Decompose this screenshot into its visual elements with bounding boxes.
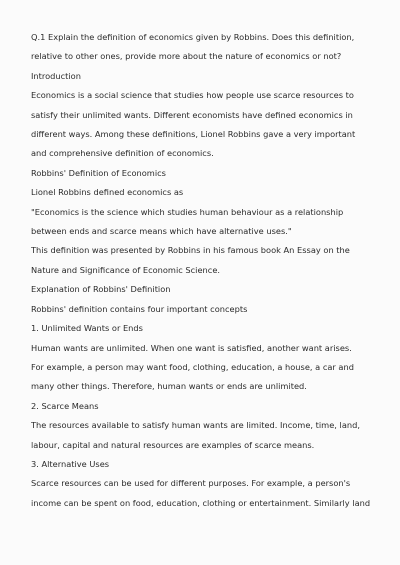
heading-scarce-means: 2. Scarce Means [31,400,99,411]
text-line: labour, capital and natural resources are examples of scarce means. [31,439,315,450]
text-line: For example, a person may want food, clothing, education, a house, a car and [31,361,354,372]
text-line: Human wants are unlimited. When one want is satisfied, another want arises. [31,342,352,353]
text-line: Lionel Robbins defined economics as [31,187,184,198]
text-line: Robbins' definition contains four important concepts [31,303,248,314]
heading-unlimited-wants: 1. Unlimited Wants or Ends [31,323,143,334]
text-line: Nature and Significance of Economic Science. [31,264,221,275]
quote-line: between ends and scarce means which have alternative uses." [31,226,292,237]
quote-line: "Economics is the science which studies human behaviour as a relationship [31,206,344,217]
text-line: The resources available to satisfy human wants are limited. Income, time, land, [31,420,360,431]
heading-introduction: Introduction [31,70,81,81]
text-line: Scarce resources can be used for different purposes. For example, a person's [31,478,351,489]
text-line: satisfy their unlimited wants. Different economists have defined economics in [31,109,353,120]
question-line-1: Q.1 Explain the definition of economics given by Robbins. Does this definition, [31,32,355,42]
heading-explanation: Explanation of Robbins' Definition [31,284,171,295]
heading-alternative-uses: 3. Alternative Uses [31,458,110,469]
question-line-2: relative to other ones, provide more about the nature of economics or not? [31,51,342,62]
text-line: income can be spent on food, education, clothing or entertainment. Similarly land [31,497,371,508]
text-line: many other things. Therefore, human wants or ends are unlimited. [31,381,307,392]
text-line: This definition was presented by Robbins in his famous book An Essay on the [31,245,350,256]
heading-robbins-definition: Robbins' Definition of Economics [31,167,166,178]
text-line: Economics is a social science that studies how people use scarce resources to [31,90,354,101]
text-line: and comprehensive definition of economics. [31,148,214,159]
text-line: different ways. Among these definitions, Lionel Robbins gave a very important [31,129,356,140]
